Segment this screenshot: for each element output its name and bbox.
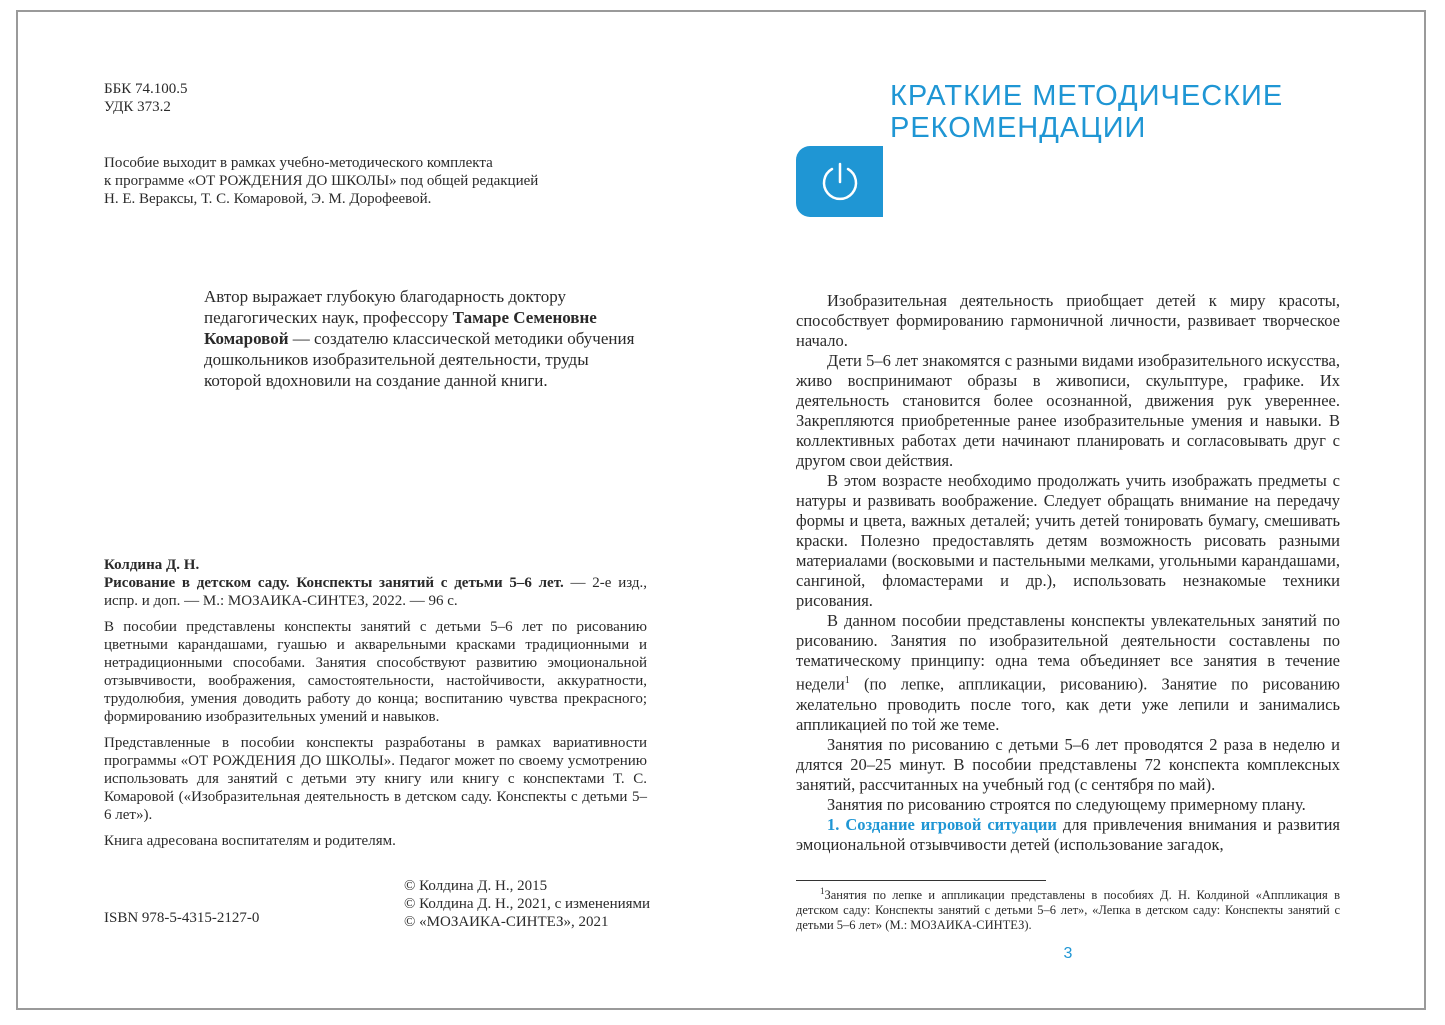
copyright-line: © Колдина Д. Н., 2021, с изменениями xyxy=(404,896,651,912)
udk-code: УДК 373.2 xyxy=(104,99,171,115)
bibliographic-block xyxy=(104,556,647,850)
plan-item-title: 1. Создание игровой ситуации xyxy=(827,814,1057,834)
body-paragraph: Занятия по рисованию с детьми 5–6 лет проводятся 2 раза в неделю и длятся 20–25 минут. В пособии представлены 72 конспекта комплексных занятий, рассчитанных на учебный год (с сентября по май). xyxy=(796,734,1340,794)
footnote xyxy=(796,884,1340,933)
body-text: (по лепке, аппликации, рисованию). Занятие по рисованию желательно проводить после того, как дети уже лепили и занимались аппликацией по той же теме. xyxy=(796,674,1340,734)
dedication-text: Автор выражает глубокую благодарность доктору педагогических наук, профессору xyxy=(204,287,567,327)
body-paragraph: Изобразительная деятельность приобщает детей к миру красоты, способствует формированию гармоничной личности, развивает творческое начало. xyxy=(796,291,1340,350)
page-title-line: КРАТКИЕ МЕТОДИЧЕСКИЕ xyxy=(890,80,1284,112)
plan-item-text: для привлечения внимания и развития эмоциональной отзывчивости детей (использование загадок, xyxy=(796,814,1340,854)
annotation-paragraph: Представленные в пособии конспекты разработаны в рамках вариативности программы «ОТ РОЖДЕНИЯ ДО ШКОЛЫ». Педагог может по своему усмотрению использовать для занятий с детьми эту книгу или книгу с конспектами Т. С. Комаровой («Изобразительная деятельность в детском саду. Конспекты с детьми 5–6 лет»). xyxy=(104,735,647,823)
page-title-line: РЕКОМЕНДАЦИИ xyxy=(890,112,1147,144)
bbk-code: ББК 74.100.5 xyxy=(104,81,188,97)
copyright-block xyxy=(404,877,664,931)
dedication-text: — создателю классической методики обучения дошкольников изобразительной деятельности, труды которой вдохновили на создание данной книги. xyxy=(204,329,635,390)
plan-item xyxy=(796,815,1340,855)
series-note-line: к программе «ОТ РОЖДЕНИЯ ДО ШКОЛЫ» под общей редакцией xyxy=(104,173,539,189)
annotation-paragraph: Книга адресована воспитателям и родителям. xyxy=(104,833,396,849)
footnote-reference: 1 xyxy=(844,675,850,686)
body-paragraph: Дети 5–6 лет знакомятся с разными видами изобразительного искусства, живо воспринимают образы в живописи, скульптуре, графике. Их деятельность становится более осознанной, движения рук увереннее. Закрепляются приобретенные ранее изобразительные умения и навыки. В коллективных работах дети начинают планировать и согласовывать друг с другом свои действия. xyxy=(796,351,1340,470)
footnote-divider xyxy=(796,880,1046,881)
body-paragraph: Занятия по рисованию строятся по следующему примерному плану. xyxy=(827,794,1306,814)
copyright-line: © Колдина Д. Н., 2015 xyxy=(404,878,548,894)
footnote-text: Занятия по лепке и аппликации представлены в пособиях Д. Н. Колдиной «Аппликация в детском саду: Конспекты занятий с детьми 5–6 лет», «Лепка в детском саду: Конспекты занятий с детьми 5–6 лет» (М.: МОЗАИКА-СИНТЕЗ). xyxy=(796,888,1340,933)
isbn: ISBN 978-5-4315-2127-0 xyxy=(104,910,260,926)
body-text: В данном пособии представлены конспекты увлекательных занятий по рисованию. Занятия по изобразительной деятельности составлены по тематическому принципу: одна тема объединяет все занятия в течение недели xyxy=(796,611,1340,694)
body-paragraph: В этом возрасте необходимо продолжать учить изображать предметы с натуры и развивать воображение. Следует обращать внимание на передачу формы и цвета, важных деталей; учить детей тонировать бумагу, смешивать краски. Полезно предоставлять детям возможность рисовать разными материалами (восковыми и пастельными мелками, угольными карандашами, сангиной, фломастерами и др.), использовать незнакомые техники рисования. xyxy=(796,471,1340,610)
classification-codes xyxy=(104,80,304,116)
page-title xyxy=(890,80,1350,144)
dedication xyxy=(204,286,644,391)
series-note-line: Пособие выходит в рамках учебно-методического комплекта xyxy=(104,155,493,171)
series-note xyxy=(104,154,664,208)
book-edition: — 2-е изд., испр. и доп. — М.: МОЗАИКА-СИНТЕЗ, 2022. — 96 с. xyxy=(104,575,648,609)
main-text xyxy=(796,291,1340,855)
footnote-mark: 1 xyxy=(820,886,825,896)
power-icon xyxy=(818,160,862,204)
body-paragraph xyxy=(796,611,1340,735)
series-note-line: Н. Е. Вераксы, Т. С. Комаровой, Э. М. Дорофеевой. xyxy=(104,191,432,207)
section-badge xyxy=(796,146,883,217)
author-name: Колдина Д. Н. xyxy=(104,557,200,573)
annotation-paragraph: В пособии представлены конспекты занятий с детьми 5–6 лет по рисованию цветными карандашами, гуашью и акварельными красками традиционными и нетрадиционными способами. Занятия способствуют развитию эмоциональной отзывчивости, воображения, самостоятельности, настойчивости, аккуратности, трудолюбия, умения доводить работу до конца; воспитанию чувства прекрасного; формированию изобразительных умений и навыков. xyxy=(104,619,647,725)
dedication-name: Тамаре Семеновне Комаровой xyxy=(204,308,597,348)
book-description xyxy=(104,574,647,610)
book-title: Рисование в детском саду. Конспекты занятий с детьми 5–6 лет. xyxy=(104,575,564,591)
page-number: 3 xyxy=(1063,945,1073,962)
copyright-line: © «МОЗАИКА-СИНТЕЗ», 2021 xyxy=(404,914,609,930)
